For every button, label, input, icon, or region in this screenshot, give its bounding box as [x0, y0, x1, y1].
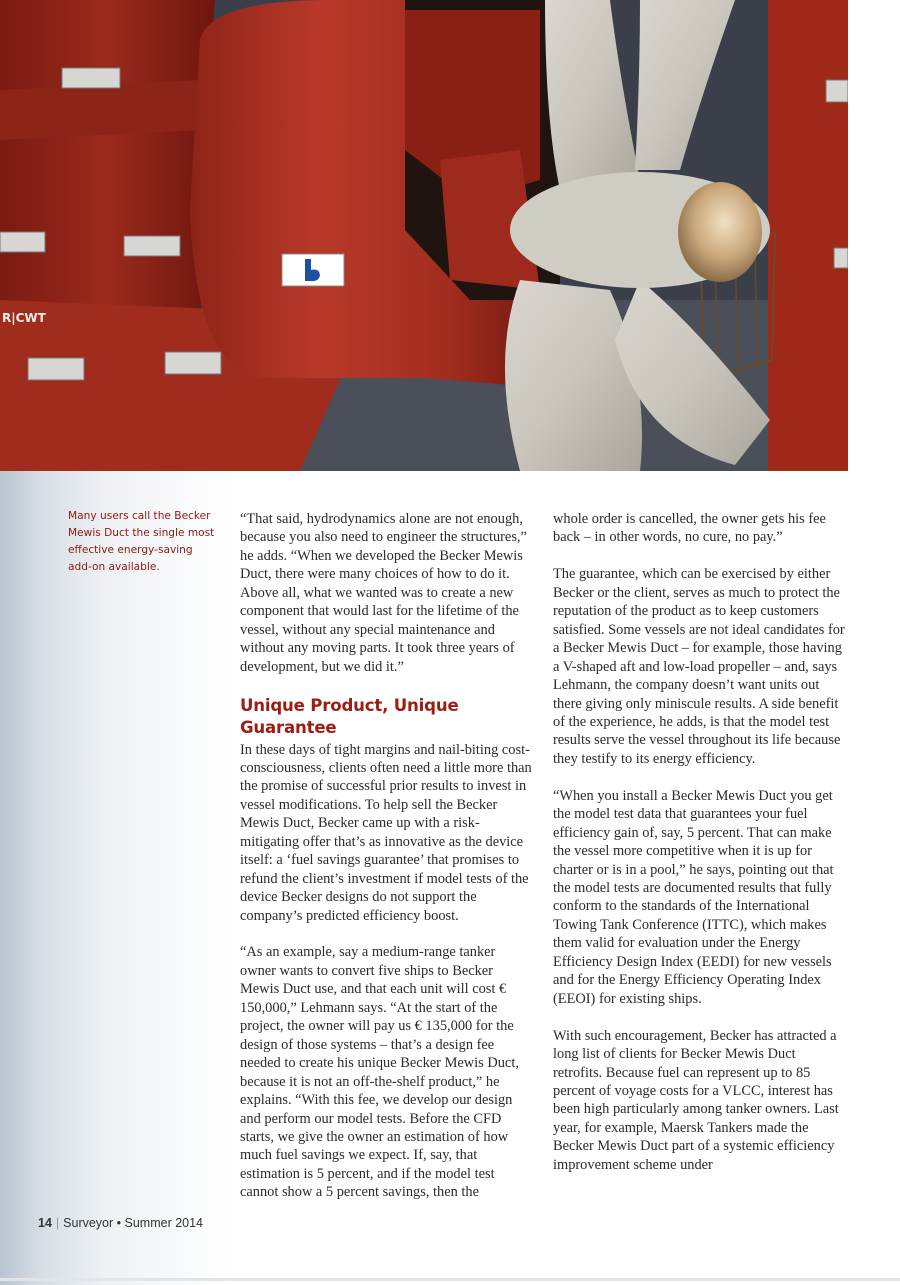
paragraph: With such encouragement, Becker has attracted a long list of clients for Becker Mewis Duct retrofits. Because fuel can represent up to 85 percent of voyage costs for a VLCC, interest has been high particularly among tanker owners. Last year, for example, Maersk Tankers made the Becker Mewis Duct part of a systemic efficiency improvement scheme under [553, 1027, 839, 1173]
bottom-divider [0, 1278, 900, 1281]
paragraph: “When you install a Becker Mewis Duct you get the model test data that guarantees your fuel efficiency gain of, say, 5 percent. That can make the vessel more competitive when it is up for charter or is in a pool,” he says, pointing out that the model tests are documented results that fully conform to the standards of the International Towing Tank Conference (ITTC), which makes them valid for evaluation under the Energy Efficiency Design Index (EEDI) for new vessels and for the Energy Efficiency Operating Index (EEOI) for existing ships. [553, 787, 834, 1007]
text-column-1 [240, 510, 532, 1202]
paragraph: The guarantee, which can be exercised by either Becker or the client, serves as much to protect the reputation of the product as to keep customers satisfied. Some vessels are not ideal candidates for a Becker Mewis Duct – for example, those having a V-shaped aft and low-load propeller – and, says Lehmann, the company doesn’t want units out there giving only miniscule results. A side benefit of the experience, he adds, is that the model test results serve the vessel throughout its life because they testify to its energy efficiency. [553, 566, 845, 767]
propeller-photo [0, 0, 848, 471]
page-footer [38, 1216, 203, 1230]
paragraph: In these days of tight margins and nail-biting cost-consciousness, clients often need a little more than the promise of successful prior results to invest in vessel modifications. To help sell the Becker Mewis Duct, Becker came up with a risk-mitigating offer that’s as innovative as the device itself: a ‘fuel savings guarantee’ that promises to refund the client’s investment if model tests of the device Becker designs do not support the company’s predicted efficiency boost. [240, 741, 532, 924]
publication-name: Surveyor • Summer 2014 [63, 1216, 204, 1230]
paragraph: “As an example, say a medium-range tanker owner wants to convert five ships to Becker Mewis Duct use, and that each unit will cost € 150,000,” Lehmann says. “At the start of the project, the owner will pay us € 135,000 for the design of those systems – that’s a design fee needed to create his unique Becker Mewis Duct, because it is not an off-the-shelf product,” he explains. “With this fee, we develop our design and perform our model tests. Before the CFD starts, we give the owner an estimation of how much fuel savings we expect. If, say, that estimation is 5 percent, and if the model test cannot show a 5 percent savings, then the [240, 944, 519, 1201]
page-number: 14 [38, 1216, 52, 1230]
paragraph: whole order is cancelled, the owner gets his fee back – in other words, no cure, no pay.” [553, 511, 826, 546]
photo-caption: Many users call the Becker Mewis Duct the single most effective energy-saving add-on available. [68, 510, 215, 573]
text-column-2 [553, 510, 845, 1174]
section-heading: Unique Product, Unique Guarantee [240, 695, 459, 737]
footer-separator: | [55, 1216, 60, 1230]
hull-marking-label: R|CWT [2, 311, 46, 325]
paragraph: “That said, hydrodynamics alone are not enough, because you also need to engineer the structures,” he adds. “When we developed the Becker Mewis Duct, there were many choices of how to do it. Above all, what we wanted was to create a new component that would last for the lifetime of the vessel, without any special maintenance and without any moving parts. It took three years of development, but we did it.” [240, 511, 527, 675]
page-edge-shading [0, 471, 230, 1285]
